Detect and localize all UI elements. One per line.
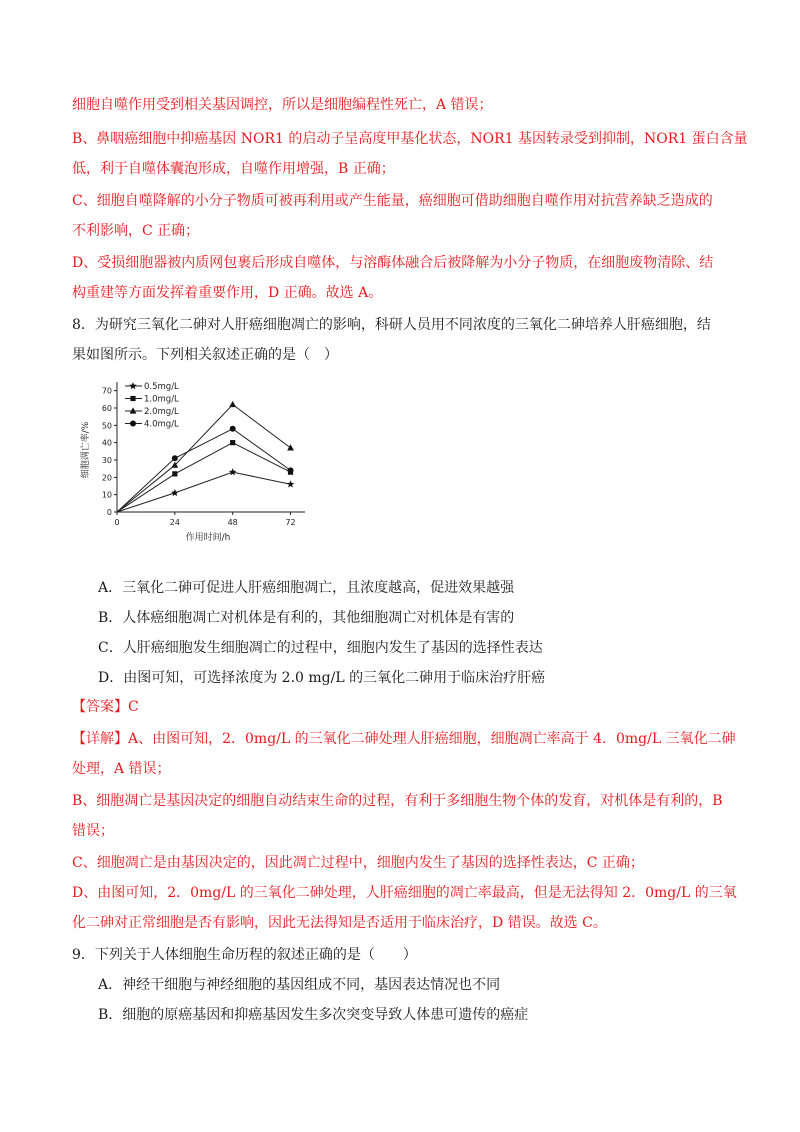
answer-label: 【答案】C (72, 699, 139, 715)
apoptosis-line-chart (80, 372, 320, 552)
square-marker (172, 471, 177, 476)
x-axis-label: 作用时间/h (185, 533, 231, 543)
triangle-marker (287, 444, 294, 450)
option-a[interactable]: A．三氧化二砷可促进人肝癌细胞凋亡，且浓度越高，促进效果越强 (98, 580, 515, 596)
x-tick-label: 72 (285, 518, 296, 527)
x-tick-label: 48 (227, 518, 238, 527)
explanation-line: 低，利于自噬体囊泡形成，自噬作用增强，B 正确； (72, 161, 395, 177)
square-marker (130, 396, 135, 401)
star-marker (287, 480, 295, 487)
option-c[interactable]: C．人肝癌细胞发生细胞凋亡的过程中，细胞内发生了基因的选择性表达 (98, 640, 543, 656)
legend-label: 0.5mg/L (144, 382, 179, 392)
legend-label: 2.0mg/L (144, 407, 179, 417)
question-8-stem: 果如图所示。下列相关叙述正确的是（ ） (72, 347, 338, 363)
chart-ticks (102, 387, 296, 527)
y-tick-label: 70 (101, 386, 112, 396)
explanation-line: B、鼻咽癌细胞中抑癌基因 NOR1 的启动子呈高度甲基化状态，NOR1 基因转录受到抑制，NOR1 蛋白含量 (72, 131, 748, 147)
triangle-marker (229, 401, 236, 407)
option-b[interactable]: B．人体癌细胞凋亡对机体是有利的，其他细胞凋亡对机体是有害的 (98, 610, 515, 626)
legend-label: 1.0mg/L (144, 394, 179, 405)
y-axis-label: 细胞凋亡率/% (81, 421, 91, 479)
series-line (117, 443, 291, 512)
circle-marker (130, 421, 136, 427)
explanation-line: D、受损细胞器被内质网包裹后形成自噬体，与溶酶体融合后被降解为小分子物质，在细胞废物清除、结 (72, 255, 714, 271)
question-9-stem: 9．下列关于人体细胞生命历程的叙述正确的是（ ） (72, 947, 417, 963)
series-line (117, 429, 291, 512)
y-tick-label: 50 (101, 421, 112, 431)
star-marker (171, 489, 179, 496)
option-d[interactable]: D．由图可知，可选择浓度为 2.0 mg/L 的三氧化二砷用于临床治疗肝癌 (98, 670, 546, 686)
explanation-line: 错误； (72, 823, 114, 839)
y-tick-label: 30 (101, 456, 112, 465)
question-8-stem: 8．为研究三氧化二砷对人肝癌细胞凋亡的影响，科研人员用不同浓度的三氧化二砷培养人肝癌细胞，结 (72, 317, 711, 333)
explanation-line: 构重建等方面发挥着重要作用，D 正确。故选 A。 (72, 285, 383, 301)
y-tick-label: 10 (101, 490, 112, 500)
series-line (117, 472, 291, 512)
explanation-line: 【详解】A、由图可知，2．0mg/L 的三氧化二砷处理人肝癌细胞，细胞凋亡率高于 4．0mg/L 三氧化二砷 (72, 731, 736, 747)
y-tick-label: 40 (101, 438, 112, 448)
y-tick-label: 0 (106, 508, 112, 517)
explanation-line: 不利影响，C 正确； (72, 223, 200, 239)
chart-legend (125, 382, 179, 430)
x-tick-label: 0 (114, 518, 120, 527)
y-tick-label: 60 (101, 404, 112, 413)
star-marker (129, 382, 137, 389)
explanation-line: 化二砷对正常细胞是否有影响，因此无法得知是否适用于临床治疗，D 错误。故选 C。 (72, 915, 607, 931)
explanation-line: C、细胞凋亡是由基因决定的，因此凋亡过程中，细胞内发生了基因的选择性表达，C 正确； (72, 855, 644, 871)
explanation-line: 处理，A 错误； (72, 761, 171, 777)
legend-label: 4.0mg/L (144, 419, 179, 430)
circle-marker (230, 426, 236, 432)
option-a[interactable]: A．神经干细胞与神经细胞的基因组成不同，基因表达情况也不同 (98, 977, 501, 993)
x-tick-label: 24 (169, 518, 180, 527)
explanation-line: B、细胞凋亡是基因决定的细胞自动结束生命的过程，有利于多细胞生物个体的发育，对机体是有利的，B (72, 793, 723, 809)
star-marker (229, 468, 237, 475)
square-marker (230, 440, 235, 445)
chart-series (117, 401, 294, 512)
explanation-line: D、由图可知，2．0mg/L 的三氧化二砷处理，人肝癌细胞的凋亡率最高，但是无法得知 2．0mg/L 的三氧 (72, 885, 737, 901)
explanation-line: C、细胞自噬降解的小分子物质可被再利用或产生能量，癌细胞可借助细胞自噬作用对抗营养缺乏造成的 (72, 193, 713, 209)
option-b[interactable]: B．细胞的原癌基因和抑癌基因发生多次突变导致人体患可遗传的癌症 (98, 1007, 529, 1023)
circle-marker (172, 455, 178, 461)
explanation-line: 细胞自噬作用受到相关基因调控，所以是细胞编程性死亡，A 错误； (72, 97, 493, 113)
y-tick-label: 20 (101, 473, 112, 483)
circle-marker (288, 467, 294, 473)
